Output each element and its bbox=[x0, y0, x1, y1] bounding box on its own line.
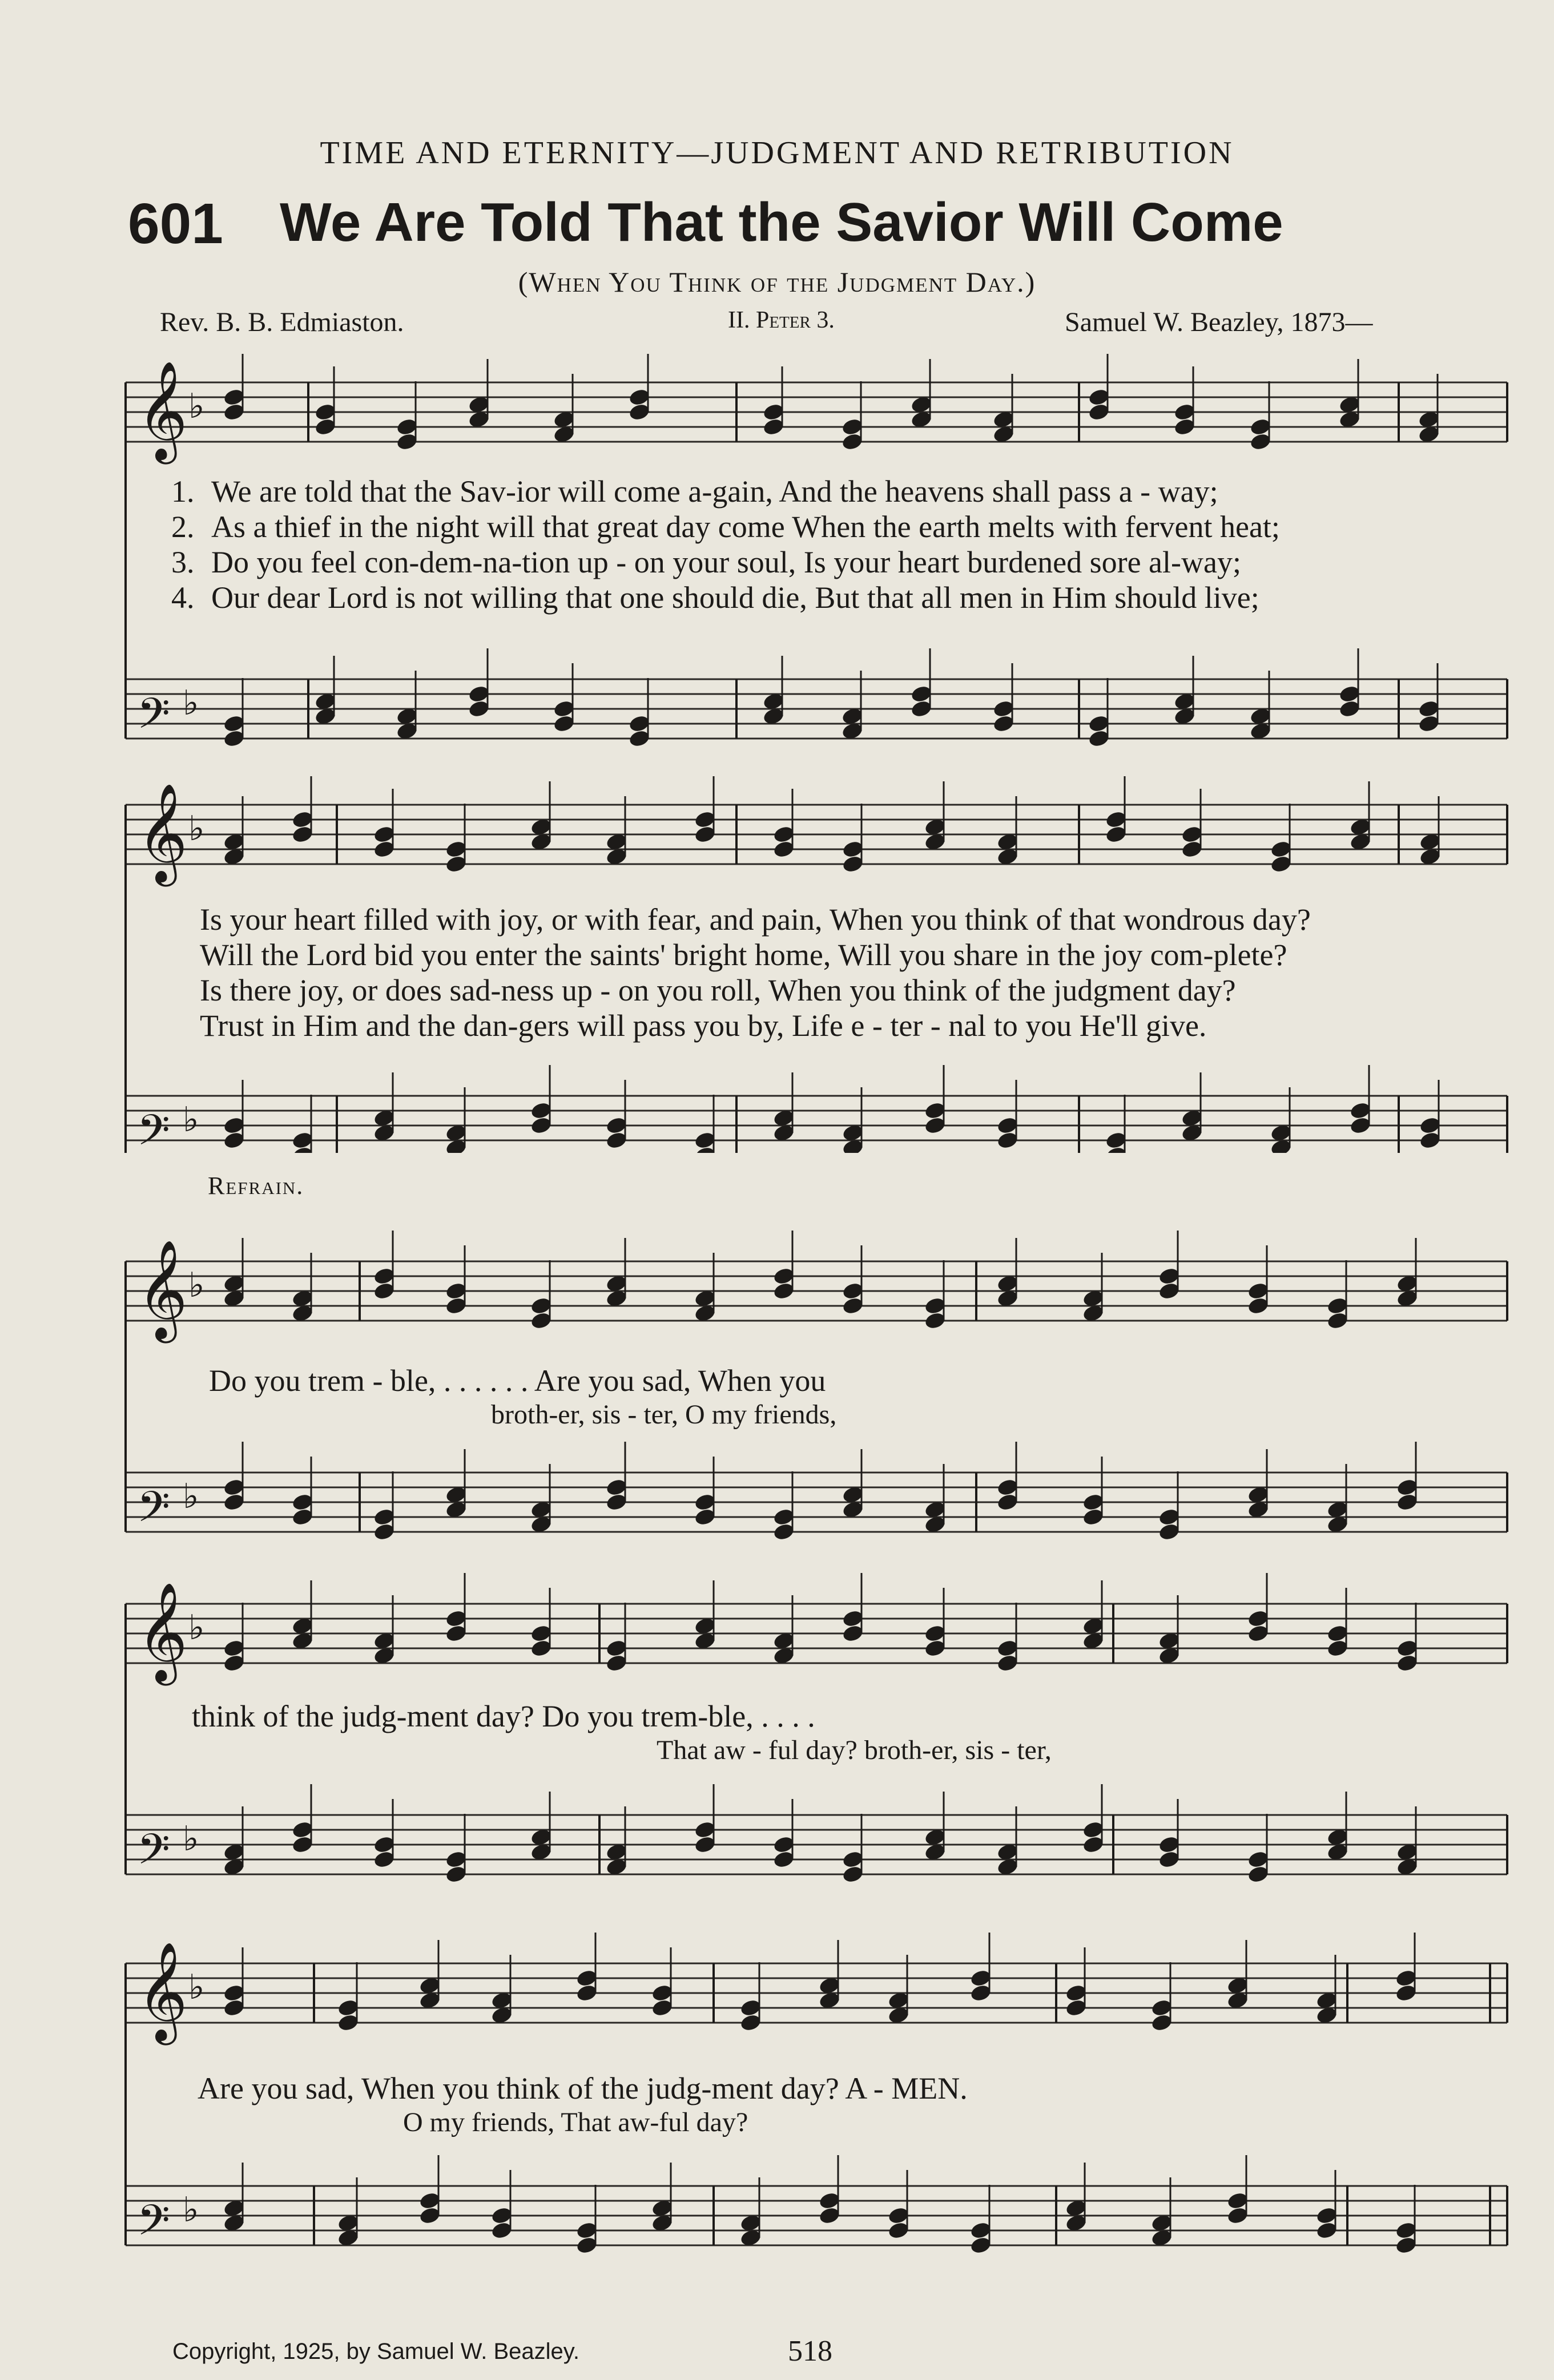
composer-credit: Samuel W. Beazley, 1873— bbox=[1065, 307, 1373, 337]
flat-key-icon: ♭ bbox=[188, 1608, 205, 1648]
treble-clef-icon: 𝄞 bbox=[137, 1240, 188, 1339]
verse-line-2b: Will the Lord bid you enter the saints' bright home, Will you share in the joy com-plete? bbox=[200, 938, 1287, 972]
flat-key-icon: ♭ bbox=[183, 683, 199, 723]
verse-text-2a: As a thief in the night will that great day come When the earth melts with fervent heat; bbox=[211, 510, 1280, 544]
copyright-notice: Copyright, 1925, by Samuel W. Beazley. bbox=[172, 2339, 579, 2364]
flat-key-icon: ♭ bbox=[183, 1819, 199, 1859]
bass-clef-icon: 𝄢 bbox=[137, 689, 170, 749]
treble-clef-icon: 𝄞 bbox=[137, 361, 188, 460]
treble-staff bbox=[126, 1933, 1507, 2046]
verse-line-3b: Is there joy, or does sad-ness up - on you roll, When you think of the judgment day? bbox=[200, 973, 1236, 1007]
refrain-line-1-upper: Do you trem - ble, . . . . . . Are you sad, When you bbox=[209, 1364, 826, 1398]
treble-staff bbox=[126, 776, 1507, 887]
treble-clef-icon: 𝄞 bbox=[137, 1942, 188, 2041]
running-head: TIME AND ETERNITY—JUDGMENT AND RETRIBUTION bbox=[320, 135, 1234, 171]
flat-key-icon: ♭ bbox=[183, 1477, 199, 1516]
refrain-line-3-upper: Are you sad, When you think of the judg-ment day? A - MEN. bbox=[198, 2071, 968, 2105]
treble-clef-icon: 𝄞 bbox=[137, 783, 188, 882]
page-number: 518 bbox=[788, 2335, 832, 2367]
verse-text-1a: We are told that the Sav-ior will come a-gain, And the heavens shall pass a - way; bbox=[211, 474, 1218, 509]
hymn-subtitle: (When You Think of the Judgment Day.) bbox=[518, 266, 1036, 298]
bass-staff bbox=[126, 1784, 1507, 1885]
bass-clef-icon: 𝄢 bbox=[137, 1825, 170, 1885]
scripture-reference: II. Peter 3. bbox=[728, 307, 835, 333]
refrain-label: Refrain. bbox=[208, 1172, 304, 1200]
bass-clef-icon: 𝄢 bbox=[137, 2196, 170, 2256]
refrain-line-2-lower: That aw - ful day? broth-er, sis - ter, bbox=[657, 1735, 1052, 1765]
bass-staff bbox=[126, 1065, 1507, 1153]
verse-text-3a: Do you feel con-dem-na-tion up - on your soul, Is your heart burdened sore al-way; bbox=[211, 545, 1241, 579]
flat-key-icon: ♭ bbox=[188, 809, 205, 849]
verse-number-1: 1. bbox=[171, 474, 195, 509]
flat-key-icon: ♭ bbox=[188, 1967, 205, 2007]
verse-line-4 bbox=[171, 580, 1259, 615]
hymn-title: We Are Told That the Savior Will Come bbox=[280, 192, 1283, 253]
verse-line-2 bbox=[171, 509, 1280, 544]
author-credit: Rev. B. B. Edmiaston. bbox=[160, 307, 404, 337]
flat-key-icon: ♭ bbox=[188, 386, 205, 426]
hymn-number: 601 bbox=[128, 192, 223, 256]
verse-line-1b: Is your heart filled with joy, or with fear, and pain, When you think of that wondrous day? bbox=[200, 902, 1311, 937]
flat-key-icon: ♭ bbox=[183, 1100, 199, 1140]
bass-staff bbox=[126, 1442, 1507, 1541]
refrain-line-2-upper: think of the judg-ment day? Do you trem-ble, . . . . bbox=[192, 1699, 815, 1733]
flat-key-icon: ♭ bbox=[188, 1265, 205, 1305]
treble-clef-icon: 𝄞 bbox=[137, 1582, 188, 1681]
verse-number-3: 3. bbox=[171, 545, 195, 579]
treble-staff bbox=[126, 354, 1507, 465]
verse-line-1 bbox=[171, 474, 1218, 509]
verse-text-4a: Our dear Lord is not willing that one should die, But that all men in Him should live; bbox=[211, 580, 1259, 615]
verse-number-2: 2. bbox=[171, 510, 195, 544]
bass-clef-icon: 𝄢 bbox=[137, 1482, 170, 1541]
refrain-line-3-lower: O my friends, That aw-ful day? bbox=[403, 2107, 748, 2137]
bass-clef-icon: 𝄢 bbox=[137, 1106, 170, 1153]
verse-line-4b: Trust in Him and the dan-gers will pass you by, Life e - ter - nal to you He'll give. bbox=[200, 1009, 1207, 1043]
treble-staff bbox=[126, 1573, 1507, 1686]
treble-staff bbox=[126, 1231, 1507, 1344]
flat-key-icon: ♭ bbox=[183, 2190, 199, 2230]
verse-line-3 bbox=[171, 544, 1241, 580]
refrain-line-1-lower: broth-er, sis - ter, O my friends, bbox=[491, 1399, 837, 1430]
bass-staff bbox=[126, 648, 1507, 749]
bass-staff bbox=[126, 2155, 1507, 2256]
verse-number-4: 4. bbox=[171, 580, 195, 615]
